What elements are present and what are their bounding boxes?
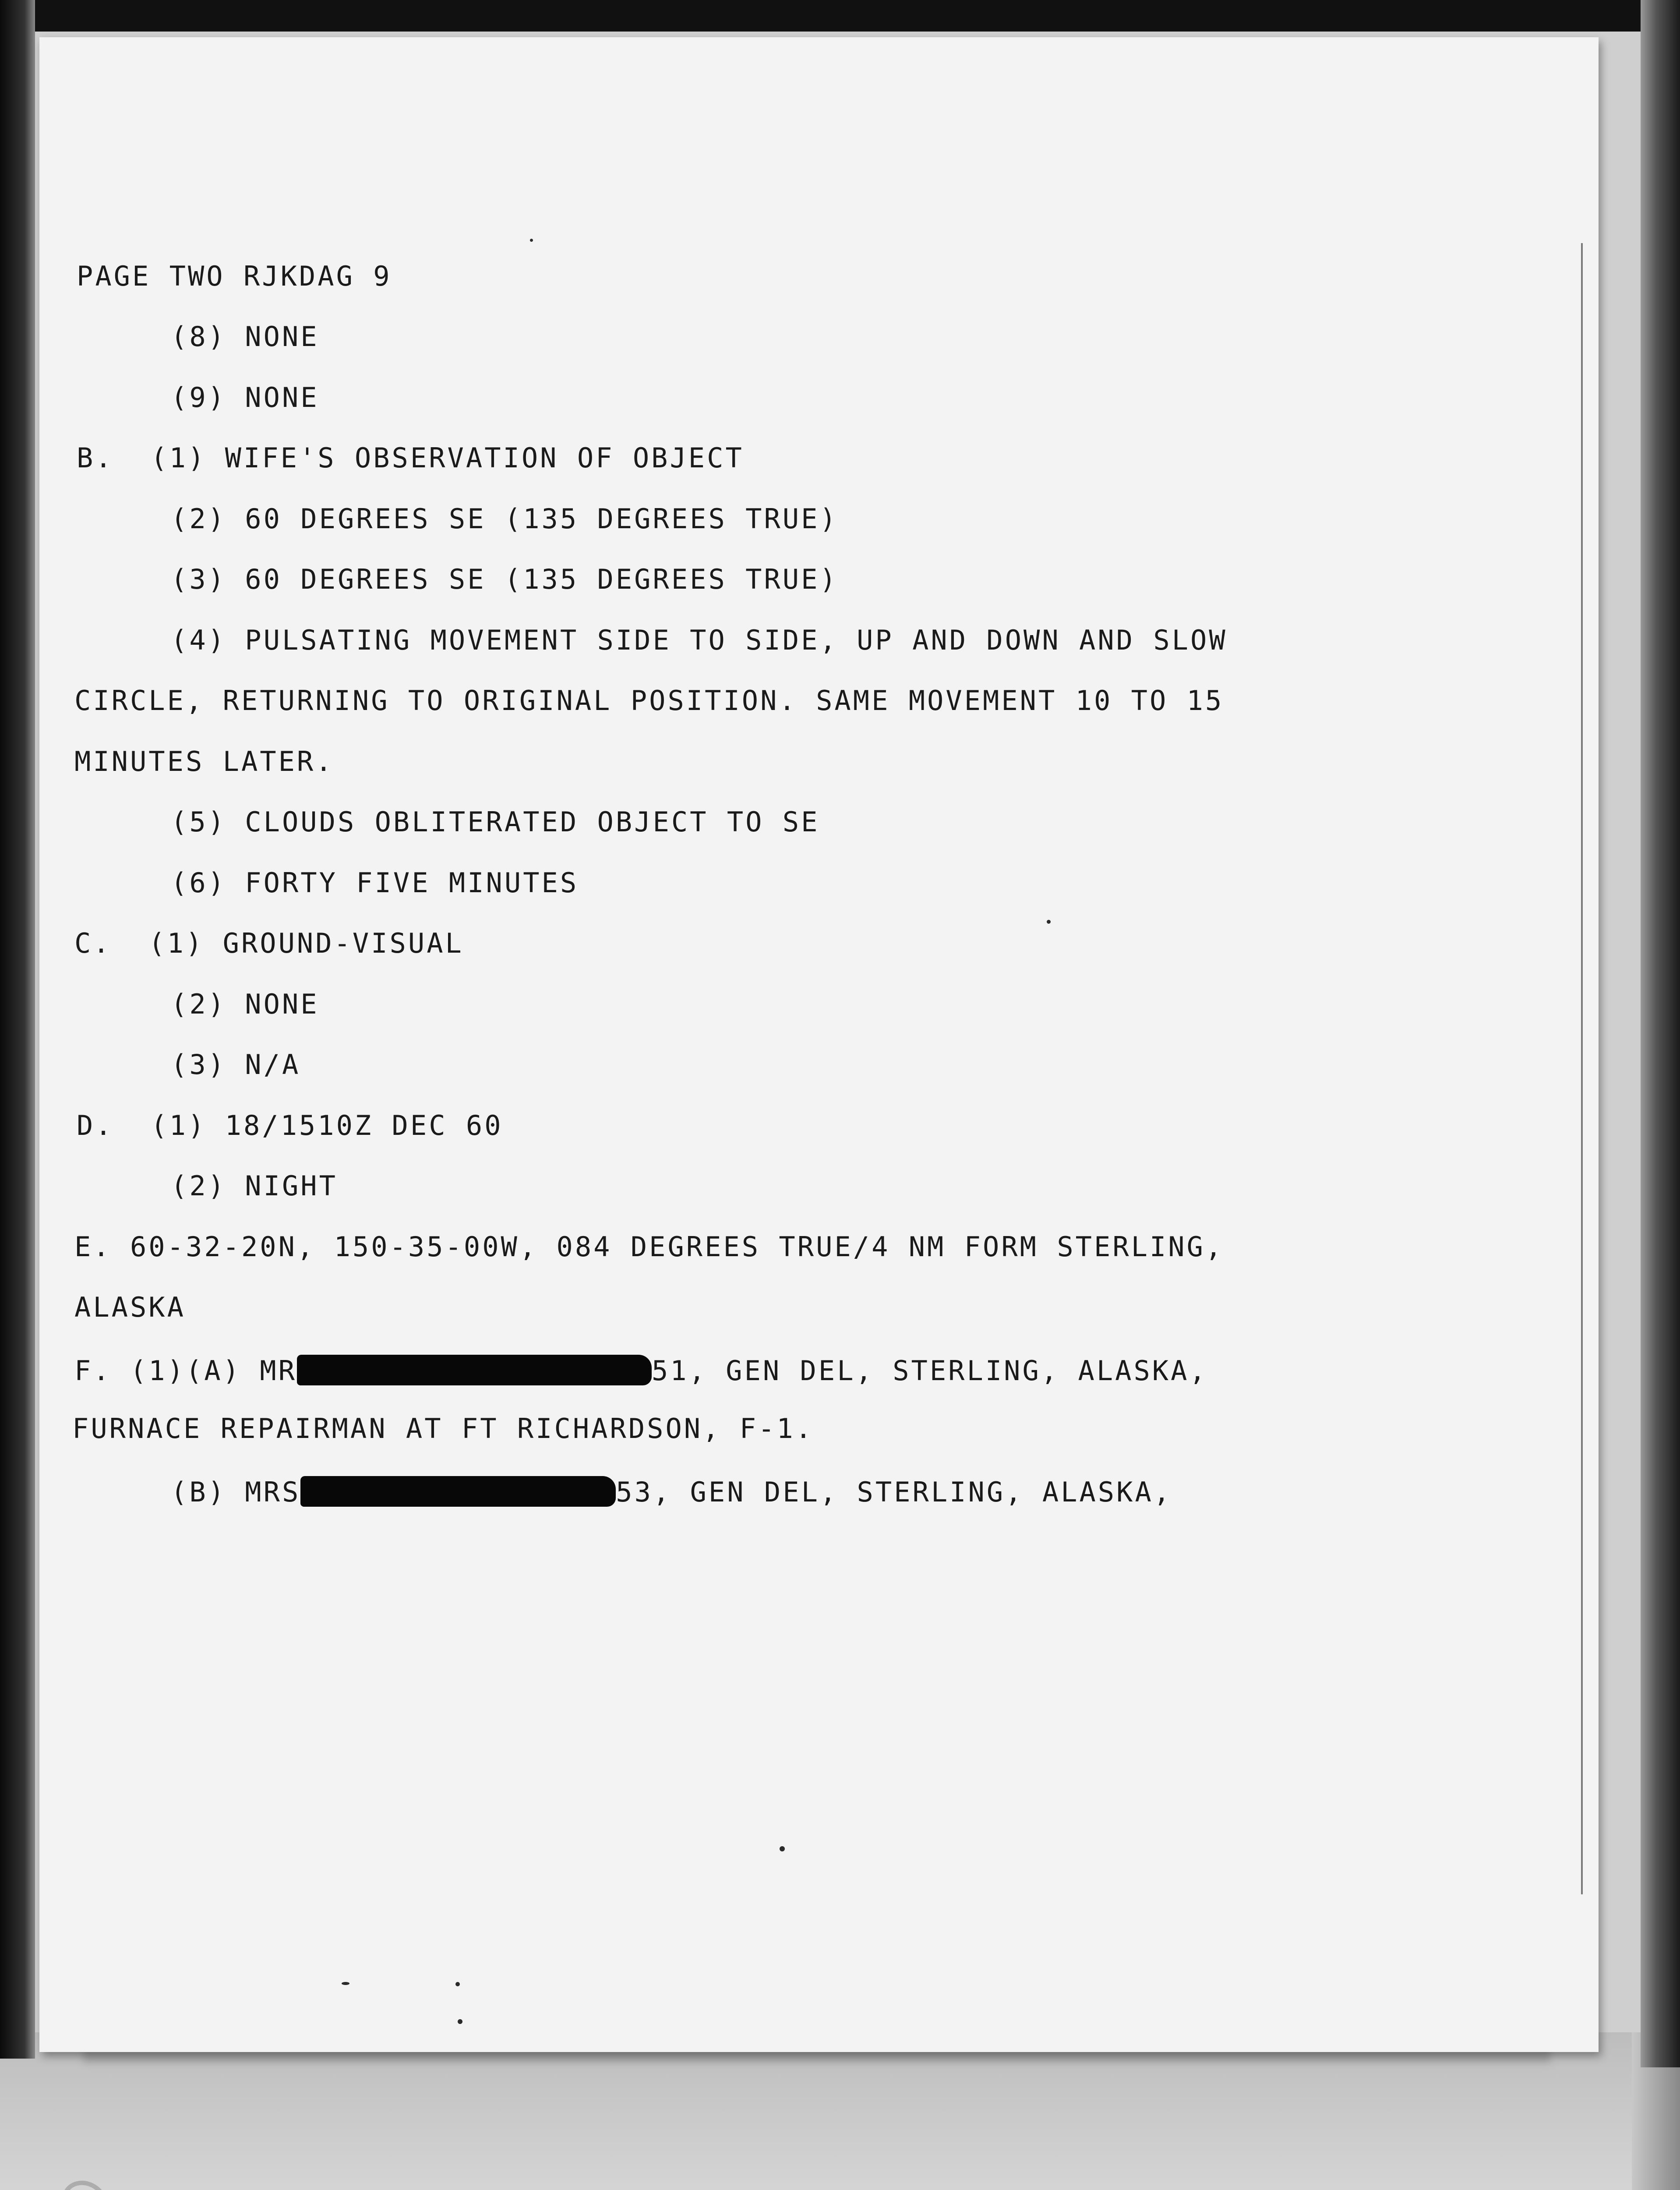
item-b2: (2) 60 DEGREES SE (135 DEGREES TRUE): [171, 503, 838, 535]
redaction-bar: [300, 1476, 616, 1507]
item-c3: (3) N/A: [171, 1049, 301, 1081]
item-f1-line1: [74, 1355, 1208, 1385]
item-c1: C. (1) GROUND-VISUAL: [74, 927, 464, 959]
item-d1: D. (1) 18/1510Z DEC 60: [77, 1109, 503, 1141]
item-b4-line3: MINUTES LATER.: [74, 745, 334, 777]
item-a9: (9) NONE: [171, 381, 319, 413]
item-b1: B. (1) WIFE'S OBSERVATION OF OBJECT: [77, 442, 744, 474]
typed-text-block: [39, 37, 1599, 2052]
item-c2: (2) NONE: [171, 988, 319, 1020]
item-f1b-prefix: (B) MRS: [171, 1476, 301, 1508]
item-a8: (8) NONE: [171, 321, 319, 353]
item-f1-line2: FURNACE REPAIRMAN AT FT RICHARDSON, F-1.: [72, 1413, 814, 1445]
scan-edge-right: [1641, 0, 1680, 2067]
item-e-line2: ALASKA: [74, 1291, 186, 1323]
item-d2: (2) NIGHT: [171, 1170, 338, 1202]
item-b5: (5) CLOUDS OBLITERATED OBJECT TO SE: [171, 806, 820, 838]
speck: [455, 1982, 460, 1986]
item-f1-prefix: F. (1)(A) MR: [74, 1355, 297, 1387]
item-f1-suffix: 51, GEN DEL, STERLING, ALASKA,: [651, 1355, 1208, 1387]
item-e-line1: E. 60-32-20N, 150-35-00W, 084 DEGREES TRUE/4 NM FORM STERLING,: [74, 1231, 1224, 1263]
handwriting-trace: [26, 2146, 184, 2190]
scan-edge-left: [0, 0, 35, 2059]
scan-edge-top: [0, 0, 1680, 32]
speck: [342, 1982, 349, 1985]
speck: [530, 239, 533, 242]
speck: [780, 1846, 785, 1851]
redaction-bar: [297, 1355, 652, 1385]
item-f1b: [171, 1476, 1172, 1507]
item-b6: (6) FORTY FIVE MINUTES: [171, 867, 579, 899]
item-f1b-suffix: 53, GEN DEL, STERLING, ALASKA,: [616, 1476, 1172, 1508]
typed-page: [39, 37, 1599, 2052]
item-b4-line2: CIRCLE, RETURNING TO ORIGINAL POSITION. SAME MOVEMENT 10 TO 15: [74, 685, 1224, 717]
speck: [458, 2019, 462, 2024]
item-b4-line1: (4) PULSATING MOVEMENT SIDE TO SIDE, UP AND DOWN AND SLOW: [171, 624, 1228, 656]
page-header: PAGE TWO RJKDAG 9: [77, 260, 392, 292]
speck: [1047, 920, 1051, 924]
item-b3: (3) 60 DEGREES SE (135 DEGREES TRUE): [171, 563, 838, 595]
